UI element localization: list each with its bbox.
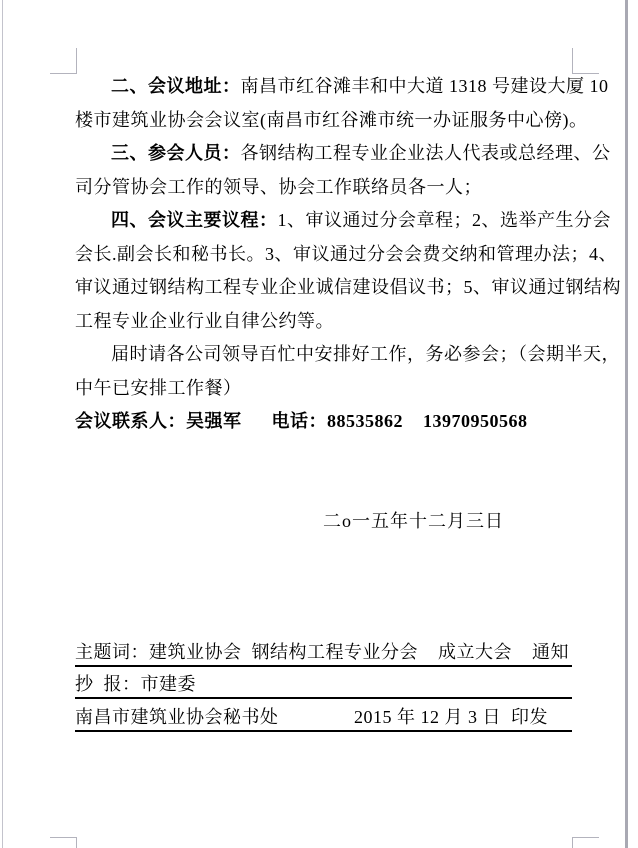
text-segment: 工程专业企业行业自律公约等。 xyxy=(75,310,334,331)
bold-text-segment: 三、参会人员： xyxy=(111,143,241,163)
bold-text-segment: 二、会议地址： xyxy=(111,76,241,96)
margin-mark-bottom-left xyxy=(50,837,77,848)
text-segment: 1、审议通过分会章程；2、选举产生分会 xyxy=(277,210,611,230)
body-text-line xyxy=(75,70,609,104)
bold-text-segment: 四、会议主要议程： xyxy=(111,210,278,230)
footer-row-right-text: 2015 年 12 月 3 日 印发 xyxy=(354,706,548,727)
text-segment: 届时请各公司领导百忙中安排好工作，务必参会；（会期半天， xyxy=(111,344,620,364)
margin-mark-bottom-right xyxy=(572,837,599,848)
document-footer xyxy=(75,634,572,732)
body-text-line xyxy=(75,137,611,171)
page-right-edge xyxy=(625,0,628,848)
text-segment: 南昌市红谷滩丰和中大道 1318 号建设大厦 10 xyxy=(240,76,609,96)
body-text-line xyxy=(75,405,585,439)
body-text-line xyxy=(75,372,585,406)
body-text-line xyxy=(75,338,620,372)
body-text-line xyxy=(75,204,611,238)
text-segment: 会长.副会长和秘书长。3、审议通过分会会费交纳和管理办法；4、 xyxy=(75,243,617,264)
text-segment: 楼市建筑业协会会议室(南昌市红谷滩市统一办证服务中心傍)。 xyxy=(75,109,588,130)
body-text-line xyxy=(75,171,585,205)
text-segment: 司分管协会工作的领导、协会工作联络员各一人； xyxy=(75,176,482,197)
text-segment: 中午已安排工作餐） xyxy=(75,377,242,398)
bold-text-segment: 会议联系人：吴强军 电话：88535862 13970950568 xyxy=(75,411,528,431)
text-segment: 各钢结构工程专业企业法人代表或总经理、公 xyxy=(240,143,611,163)
page-left-edge xyxy=(2,0,3,848)
footer-row-left-text: 主题词：建筑业协会 钢结构工程专业分会 成立大会 通知 xyxy=(75,641,569,662)
margin-mark-top-left xyxy=(50,48,77,74)
document-body xyxy=(75,70,621,439)
body-text-line xyxy=(75,305,585,339)
footer-row xyxy=(75,634,572,667)
date-line: 二o一五年十二月三日 xyxy=(323,511,504,531)
text-segment: 审议通过钢结构工程专业企业诚信建设倡议书；5、审议通过钢结构 xyxy=(75,277,621,297)
body-text-line xyxy=(75,104,588,138)
footer-row-left-text: 南昌市建筑业协会秘书处 xyxy=(75,706,279,727)
footer-row xyxy=(75,667,572,700)
body-text-line xyxy=(75,238,617,272)
footer-row xyxy=(75,699,572,732)
footer-row-left-text: 抄 报：市建委 xyxy=(75,674,196,694)
body-text-line xyxy=(75,271,621,305)
